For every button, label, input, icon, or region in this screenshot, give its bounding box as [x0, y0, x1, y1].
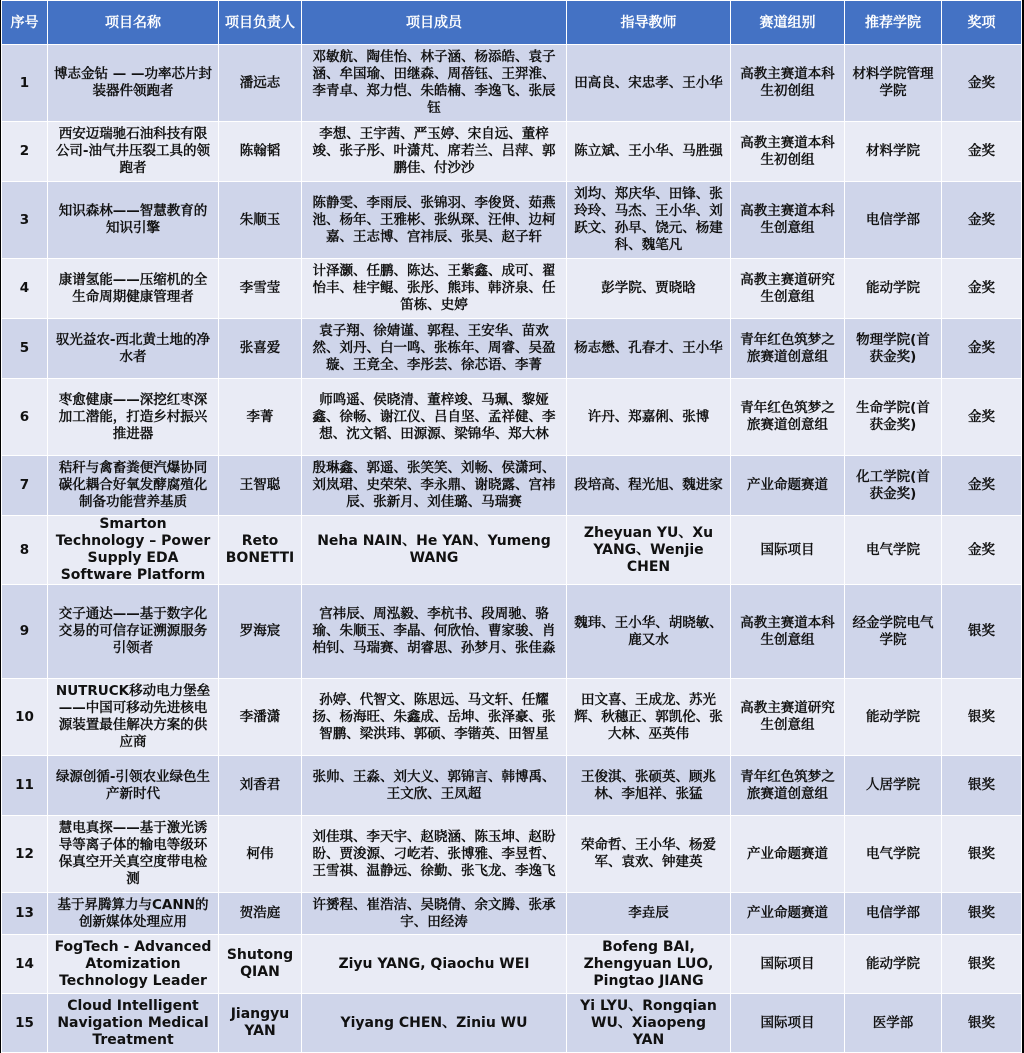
cell-seq: 10	[2, 679, 48, 756]
cell-seq: 12	[2, 816, 48, 893]
awards-table	[1, 0, 1022, 1053]
cell-project-name: NUTRUCK移动电力堡垒——中国可移动先进核电源装置最佳解决方案的供应商	[48, 679, 219, 756]
cell-members: 孙婷、代智文、陈思远、马文轩、任耀扬、杨海旺、朱鑫成、岳坤、张泽豪、张智鹏、梁洪玮、郭硕、李锴英、田智星	[302, 679, 567, 756]
cell-project-name: 绿源创循-引领农业绿色生产新时代	[48, 756, 219, 816]
cell-advisors: Yi LYU、Rongqian WU、Xiaopeng YAN	[567, 994, 731, 1053]
cell-advisors: 魏玮、王小华、胡晓敏、鹿又水	[567, 585, 731, 679]
cell-advisors: Zheyuan YU、Xu YANG、Wenjie CHEN	[567, 516, 731, 585]
table-row	[2, 816, 1022, 893]
cell-advisors: 彭学院、贾晓晗	[567, 259, 731, 319]
cell-college: 人居学院	[845, 756, 942, 816]
cell-members: 陈静雯、李雨辰、张锦羽、李俊贤、茹燕池、杨年、王雅彬、张纵琛、汪伸、边柯嘉、王志博、宫祎辰、张昊、赵子轩	[302, 182, 567, 259]
table-row	[2, 122, 1022, 182]
cell-college: 电信学部	[845, 182, 942, 259]
cell-project-name: 驭光益农-西北黄土地的净水者	[48, 319, 219, 379]
cell-college: 化工学院(首获金奖)	[845, 456, 942, 516]
header-college: 推荐学院	[845, 1, 942, 45]
table-row	[2, 516, 1022, 585]
cell-award: 金奖	[942, 182, 1022, 259]
cell-members: 师鸣遥、侯晓清、董梓竣、马珮、黎娅鑫、徐畅、谢江仪、吕自坚、孟祥健、李想、沈文韬、田源源、梁锦华、郑大林	[302, 379, 567, 456]
table-row	[2, 182, 1022, 259]
cell-project-lead: 陈翰韬	[219, 122, 302, 182]
cell-advisors: 荣命哲、王小华、杨爱军、袁欢、钟建英	[567, 816, 731, 893]
table-row	[2, 679, 1022, 756]
cell-college: 能动学院	[845, 259, 942, 319]
cell-college: 经金学院电气学院	[845, 585, 942, 679]
cell-project-lead: 朱顺玉	[219, 182, 302, 259]
cell-project-lead: 柯伟	[219, 816, 302, 893]
cell-project-lead: 李雪莹	[219, 259, 302, 319]
cell-project-name: 慧电真探——基于激光诱导等离子体的输电等级环保真空开关真空度带电检测	[48, 816, 219, 893]
table-row	[2, 259, 1022, 319]
cell-college: 能动学院	[845, 935, 942, 994]
cell-advisors: 刘均、郑庆华、田锋、张玲玲、马杰、王小华、刘跃文、孙早、饶元、杨建科、魏笔凡	[567, 182, 731, 259]
cell-project-name: Smarton Technology – Power Supply EDA Software Platform	[48, 516, 219, 585]
cell-project-lead: 张喜爱	[219, 319, 302, 379]
cell-award: 金奖	[942, 379, 1022, 456]
cell-seq: 13	[2, 893, 48, 935]
cell-project-lead: Jiangyu YAN	[219, 994, 302, 1053]
cell-college: 生命学院(首获金奖)	[845, 379, 942, 456]
cell-seq: 11	[2, 756, 48, 816]
cell-advisors: 田高良、宋忠孝、王小华	[567, 45, 731, 122]
cell-project-name: 交子通达——基于数字化交易的可信存证溯源服务引领者	[48, 585, 219, 679]
cell-advisors: 段培高、程光旭、魏进家	[567, 456, 731, 516]
cell-project-name: 基于昇腾算力与CANN的创新媒体处理应用	[48, 893, 219, 935]
cell-project-name: 博志金钻 — —功率芯片封装器件领跑者	[48, 45, 219, 122]
cell-seq: 8	[2, 516, 48, 585]
cell-advisors: 许丹、郑嘉俐、张博	[567, 379, 731, 456]
cell-members: 刘佳琪、李天宇、赵晓涵、陈玉坤、赵盼盼、贾浚源、刁屹若、张博雅、李昱哲、王雪祺、温静远、徐勤、张飞龙、李逸飞	[302, 816, 567, 893]
cell-members: 袁子翔、徐婧谨、郭程、王安华、苗欢然、刘丹、白一鸣、张栋年、周睿、吴盈璇、王竟全、李彤芸、徐芯语、李菁	[302, 319, 567, 379]
cell-seq: 7	[2, 456, 48, 516]
cell-seq: 9	[2, 585, 48, 679]
cell-college: 材料学院	[845, 122, 942, 182]
cell-track-group: 高教主赛道研究生创意组	[731, 679, 845, 756]
table-row	[2, 935, 1022, 994]
cell-award: 金奖	[942, 456, 1022, 516]
cell-project-lead: 潘远志	[219, 45, 302, 122]
cell-project-lead: 李潘潇	[219, 679, 302, 756]
cell-project-lead: Reto BONETTI	[219, 516, 302, 585]
header-advisors: 指导教师	[567, 1, 731, 45]
cell-seq: 14	[2, 935, 48, 994]
cell-members: 张帅、王淼、刘大义、郭锦言、韩博禹、王文欣、王凤超	[302, 756, 567, 816]
cell-track-group: 产业命题赛道	[731, 816, 845, 893]
header-row	[2, 1, 1022, 45]
cell-advisors: 王俊淇、张硕英、顾兆林、李旭祥、张猛	[567, 756, 731, 816]
cell-award: 银奖	[942, 994, 1022, 1053]
cell-track-group: 高教主赛道本科生创意组	[731, 585, 845, 679]
cell-project-name: 秸秆与禽畜粪便汽爆协同碳化耦合好氧发酵腐殖化制备功能营养基质	[48, 456, 219, 516]
cell-track-group: 产业命题赛道	[731, 456, 845, 516]
table-row	[2, 585, 1022, 679]
cell-members: 计泽灏、任鹏、陈达、王紫鑫、成可、翟怡丰、桂宇鲲、张彤、熊玮、韩济泉、任笛栋、史婷	[302, 259, 567, 319]
cell-college: 材料学院管理学院	[845, 45, 942, 122]
table-row	[2, 893, 1022, 935]
cell-award: 金奖	[942, 122, 1022, 182]
cell-advisors: 李垚辰	[567, 893, 731, 935]
cell-award: 银奖	[942, 935, 1022, 994]
cell-award: 银奖	[942, 756, 1022, 816]
header-project-lead: 项目负责人	[219, 1, 302, 45]
cell-award: 银奖	[942, 679, 1022, 756]
cell-members: 李想、王宇茜、严玉婷、宋自远、董梓竣、张子彤、叶潇芃、席若兰、吕萍、郭鹏佳、付沙沙	[302, 122, 567, 182]
cell-track-group: 国际项目	[731, 516, 845, 585]
header-project-name: 项目名称	[48, 1, 219, 45]
cell-advisors: 田文喜、王成龙、苏光辉、秋穗正、郭凯伦、张大林、巫英伟	[567, 679, 731, 756]
cell-seq: 4	[2, 259, 48, 319]
cell-track-group: 高教主赛道本科生初创组	[731, 122, 845, 182]
cell-seq: 1	[2, 45, 48, 122]
cell-project-lead: 王智聪	[219, 456, 302, 516]
awards-table-sheet	[1, 0, 1021, 1048]
table-row	[2, 45, 1022, 122]
cell-track-group: 青年红色筑梦之旅赛道创意组	[731, 319, 845, 379]
cell-members: Neha NAIN、He YAN、Yumeng WANG	[302, 516, 567, 585]
cell-seq: 5	[2, 319, 48, 379]
cell-seq: 3	[2, 182, 48, 259]
cell-track-group: 产业命题赛道	[731, 893, 845, 935]
cell-seq: 2	[2, 122, 48, 182]
cell-award: 金奖	[942, 516, 1022, 585]
cell-college: 电气学院	[845, 816, 942, 893]
cell-track-group: 青年红色筑梦之旅赛道创意组	[731, 756, 845, 816]
cell-members: 许赟程、崔浩洁、吴晓倩、余文腾、张承宇、田经涛	[302, 893, 567, 935]
cell-advisors: 陈立斌、王小华、马胜强	[567, 122, 731, 182]
cell-track-group: 高教主赛道本科生初创组	[731, 45, 845, 122]
cell-college: 电气学院	[845, 516, 942, 585]
cell-seq: 6	[2, 379, 48, 456]
cell-project-lead: Shutong QIAN	[219, 935, 302, 994]
cell-track-group: 高教主赛道研究生创意组	[731, 259, 845, 319]
cell-award: 银奖	[942, 585, 1022, 679]
cell-project-name: FogTech - Advanced Atomization Technology Leader	[48, 935, 219, 994]
cell-project-lead: 贺浩庭	[219, 893, 302, 935]
header-award: 奖项	[942, 1, 1022, 45]
cell-college: 能动学院	[845, 679, 942, 756]
cell-award: 金奖	[942, 259, 1022, 319]
cell-project-name: 知识森林——智慧教育的知识引擎	[48, 182, 219, 259]
cell-project-lead: 李菁	[219, 379, 302, 456]
header-members: 项目成员	[302, 1, 567, 45]
cell-award: 金奖	[942, 45, 1022, 122]
cell-project-lead: 罗海宸	[219, 585, 302, 679]
cell-project-lead: 刘香君	[219, 756, 302, 816]
cell-project-name: 西安迈瑞驰石油科技有限公司-油气井压裂工具的领跑者	[48, 122, 219, 182]
cell-track-group: 国际项目	[731, 994, 845, 1053]
table-row	[2, 456, 1022, 516]
cell-track-group: 高教主赛道本科生创意组	[731, 182, 845, 259]
table-row	[2, 379, 1022, 456]
cell-members: 殷琳鑫、郭遥、张笑笑、刘畅、侯潇珂、刘岚珺、史荣荣、李永鼎、谢晓露、宫祎辰、张新月、刘佳璐、马瑞赛	[302, 456, 567, 516]
cell-award: 金奖	[942, 319, 1022, 379]
table-row	[2, 319, 1022, 379]
cell-college: 电信学部	[845, 893, 942, 935]
cell-award: 银奖	[942, 893, 1022, 935]
cell-track-group: 国际项目	[731, 935, 845, 994]
cell-members: 邓敏航、陶佳怡、林子涵、杨添皓、袁子涵、牟国瑜、田继森、周蓓钰、王羿淮、李青卓、郑力恺、朱皓楠、李逸飞、张辰钰	[302, 45, 567, 122]
cell-seq: 15	[2, 994, 48, 1053]
table-row	[2, 756, 1022, 816]
table-row	[2, 994, 1022, 1053]
cell-project-name: Cloud Intelligent Navigation Medical Treatment	[48, 994, 219, 1053]
header-seq: 序号	[2, 1, 48, 45]
header-track-group: 赛道组别	[731, 1, 845, 45]
cell-college: 医学部	[845, 994, 942, 1053]
cell-award: 银奖	[942, 816, 1022, 893]
cell-project-name: 康谱氢能——压缩机的全生命周期健康管理者	[48, 259, 219, 319]
cell-members: Yiyang CHEN、Ziniu WU	[302, 994, 567, 1053]
cell-advisors: Bofeng BAI, Zhengyuan LUO, Pingtao JIANG	[567, 935, 731, 994]
cell-project-name: 枣愈健康——深挖红枣深加工潜能，打造乡村振兴推进器	[48, 379, 219, 456]
cell-college: 物理学院(首获金奖)	[845, 319, 942, 379]
cell-track-group: 青年红色筑梦之旅赛道创意组	[731, 379, 845, 456]
cell-members: 宫祎辰、周泓毅、李杭书、段周驰、骆瑜、朱顺玉、李晶、何欣怡、曹家骏、肖柏钊、马瑞赛、胡睿思、孙梦月、张佳淼	[302, 585, 567, 679]
cell-members: Ziyu YANG, Qiaochu WEI	[302, 935, 567, 994]
cell-advisors: 杨志懋、孔春才、王小华	[567, 319, 731, 379]
